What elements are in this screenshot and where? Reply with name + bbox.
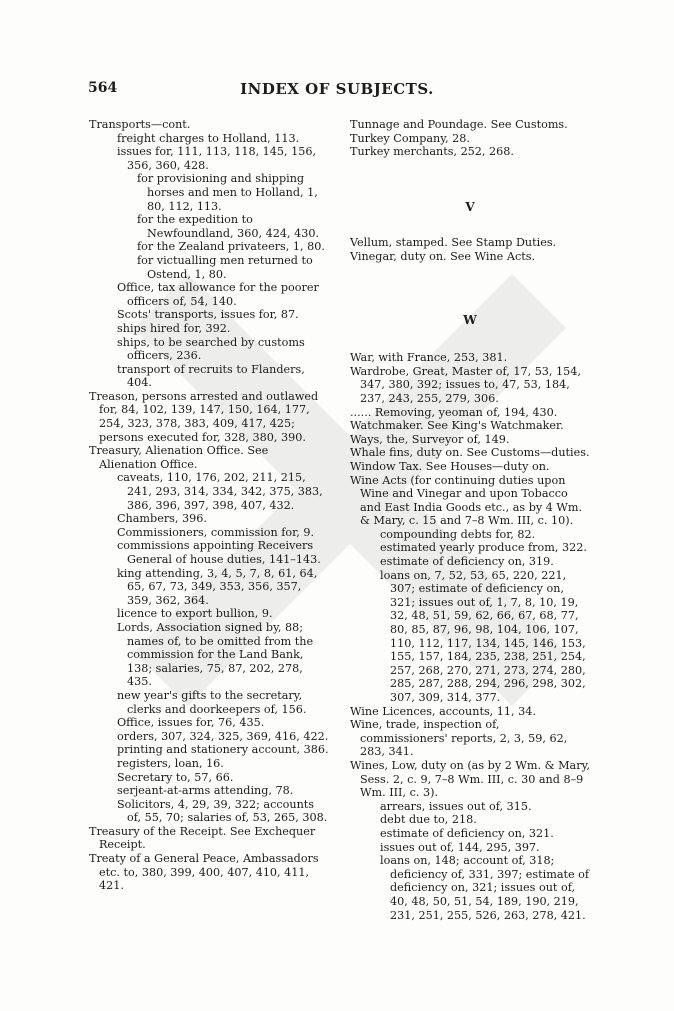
index-entry: Whale fins, duty on. See Customs—duties.	[350, 446, 590, 460]
index-entry: loans on, 7, 52, 53, 65, 220, 221, 307; estimate of deficiency on, 321; issues out of, 1, 7, 8, 10, 19, 32, 48, 51, 59, 62, 66, 67, 68, 77, 80, 85, 87, 96, 98, 104, 106, 107, 110, 112, 117, 134, 145, 146, 153, 155, 157, 184, 235, 238, 251, 254, 257, 268, 270, 271, 273, 274, 280, 285, 287, 288, 294, 296, 298, 302, 307, 309, 314, 377.	[380, 568, 586, 704]
right-top-entries	[350, 118, 590, 159]
index-entry: estimate of deficiency on, 321.	[380, 826, 554, 840]
index-entry: licence to export bullion, 9.	[117, 607, 273, 621]
section-letter-w: W	[463, 312, 477, 327]
index-entry: for the Zealand privateers, 1, 80.	[137, 240, 325, 254]
index-entry: freight charges to Holland, 113.	[117, 131, 300, 145]
index-entry: Wardrobe, Great, Master of, 17, 53, 154, 347, 380, 392; issues to, 47, 53, 184, 237, 243, 255, 279, 306.	[350, 364, 581, 405]
index-entry: Wine Licences, accounts, 11, 34.	[350, 704, 536, 718]
index-entry: printing and stationery account, 386.	[117, 743, 329, 757]
index-entry: Vellum, stamped. See Stamp Duties.	[350, 236, 557, 250]
index-entry: Office, issues for, 76, 435.	[117, 716, 265, 730]
running-title: INDEX OF SUBJECTS.	[240, 80, 434, 98]
index-entry: estimated yearly produce from, 322.	[380, 541, 587, 555]
index-entry: Treasury of the Receipt. See Exchequer Receipt.	[89, 824, 316, 852]
index-entry: ...... Removing, yeoman of, 194, 430.	[350, 405, 558, 419]
index-entry: compounding debts for, 82.	[380, 527, 536, 541]
index-entry: Secretary to, 57, 66.	[117, 770, 234, 784]
section-letter-v: V	[465, 199, 475, 214]
index-entry: registers, loan, 16.	[117, 756, 224, 770]
index-entry: loans on, 148; account of, 318; deficiency of, 331, 397; estimate of deficiency on, 321; issues out of, 40, 48, 50, 51, 54, 189, 190, 219, 231, 251, 255, 526, 263, 278, 421.	[380, 854, 590, 922]
index-entry: new year's gifts to the secretary, clerks and doorkeepers of, 156.	[117, 688, 307, 716]
index-entry: Tunnage and Poundage. See Customs.	[350, 118, 568, 131]
index-entry: Turkey Company, 28.	[350, 131, 470, 145]
index-entry: Scots' transports, issues for, 87.	[117, 308, 299, 322]
page-number: 564	[88, 80, 118, 96]
index-entry: issues out of, 144, 295, 397.	[380, 840, 540, 854]
spacer	[350, 264, 590, 314]
spacer	[350, 214, 590, 236]
index-entry: caveats, 110, 176, 202, 211, 215, 241, 293, 314, 334, 342, 375, 383, 386, 396, 397, 398, 407, 432.	[117, 471, 323, 512]
index-entry: commissions appointing Receivers General of house duties, 141–143.	[117, 539, 321, 566]
index-entry: serjeant-at-arms attending, 78.	[117, 784, 294, 798]
left-column	[89, 118, 329, 893]
index-entry: Treason, persons arrested and outlawed for, 84, 102, 139, 147, 150, 164, 177, 254, 323, 378, 383, 409, 417, 425; persons executed for, 328, 380, 390.	[89, 389, 319, 444]
section-w-entries	[350, 351, 590, 922]
index-entry: Ways, the, Surveyor of, 149.	[350, 432, 510, 446]
index-entry: Watchmaker. See King's Watchmaker.	[350, 419, 564, 433]
index-entry: Lords, Association signed by, 88; names of, to be omitted from the commission for the Land Bank, 138; salaries, 75, 87, 202, 278, 435.	[117, 620, 314, 689]
spacer	[350, 159, 590, 201]
index-entry: Chambers, 396.	[117, 512, 207, 526]
spacer	[350, 327, 590, 351]
index-entry: ships hired for, 392.	[117, 321, 231, 335]
index-entry: for the expedition to Newfoundland, 360, 424, 430.	[137, 213, 320, 240]
index-entry: issues for, 111, 113, 118, 145, 156, 356, 360, 428.	[117, 145, 317, 172]
index-entry: orders, 307, 324, 325, 369, 416, 422.	[117, 729, 329, 743]
index-entry: Treaty of a General Peace, Ambassadors etc. to, 380, 399, 400, 407, 410, 411, 421.	[89, 852, 319, 893]
index-entry: War, with France, 253, 381.	[350, 351, 508, 365]
index-entry: Transports—cont.	[89, 118, 191, 131]
index-entry: for victualling men returned to Ostend, 1, 80.	[137, 253, 313, 281]
index-entry: Wine, trade, inspection of, commissioners' reports, 2, 3, 59, 62, 283, 341.	[350, 718, 568, 759]
index-entry: Office, tax allowance for the poorer officers of, 54, 140.	[117, 281, 319, 308]
right-column	[350, 118, 590, 922]
index-entry: debt due to, 218.	[380, 813, 477, 827]
index-entry: Solicitors, 4, 29, 39, 322; accounts of, 55, 70; salaries of, 53, 265, 308.	[117, 797, 328, 825]
index-entry: ships, to be searched by customs officers, 236.	[117, 335, 305, 363]
index-entry: Turkey merchants, 252, 268.	[350, 145, 514, 159]
index-entry: Window Tax. See Houses—duty on.	[350, 459, 550, 473]
index-entry: estimate of deficiency on, 319.	[380, 555, 554, 569]
index-entry: Wine Acts (for continuing duties upon Wine and Vinegar and upon Tobacco and East India Goods etc., as by 4 Wm. & Mary, c. 15 and 7–8 Wm. III, c. 10).	[350, 473, 583, 528]
index-entry: king attending, 3, 4, 5, 7, 8, 61, 64, 65, 67, 73, 349, 353, 356, 357, 359, 362, 364.	[117, 566, 318, 607]
section-v-entries	[350, 236, 590, 263]
index-entry: transport of recruits to Flanders, 404.	[117, 362, 305, 390]
index-entry: for provisioning and shipping horses and men to Holland, 1, 80, 112, 113.	[137, 172, 318, 213]
index-entry: Commissioners, commission for, 9.	[117, 525, 315, 539]
index-entry: Wines, Low, duty on (as by 2 Wm. & Mary, Sess. 2, c. 9, 7–8 Wm. III, c. 30 and 8–9 Wm. III, c. 3).	[350, 758, 590, 800]
index-entry: Treasury, Alienation Office. See Alienation Office.	[89, 444, 269, 471]
index-entry: arrears, issues out of, 315.	[380, 799, 532, 813]
page-header	[0, 80, 674, 102]
index-entry: Vinegar, duty on. See Wine Acts.	[350, 249, 536, 263]
